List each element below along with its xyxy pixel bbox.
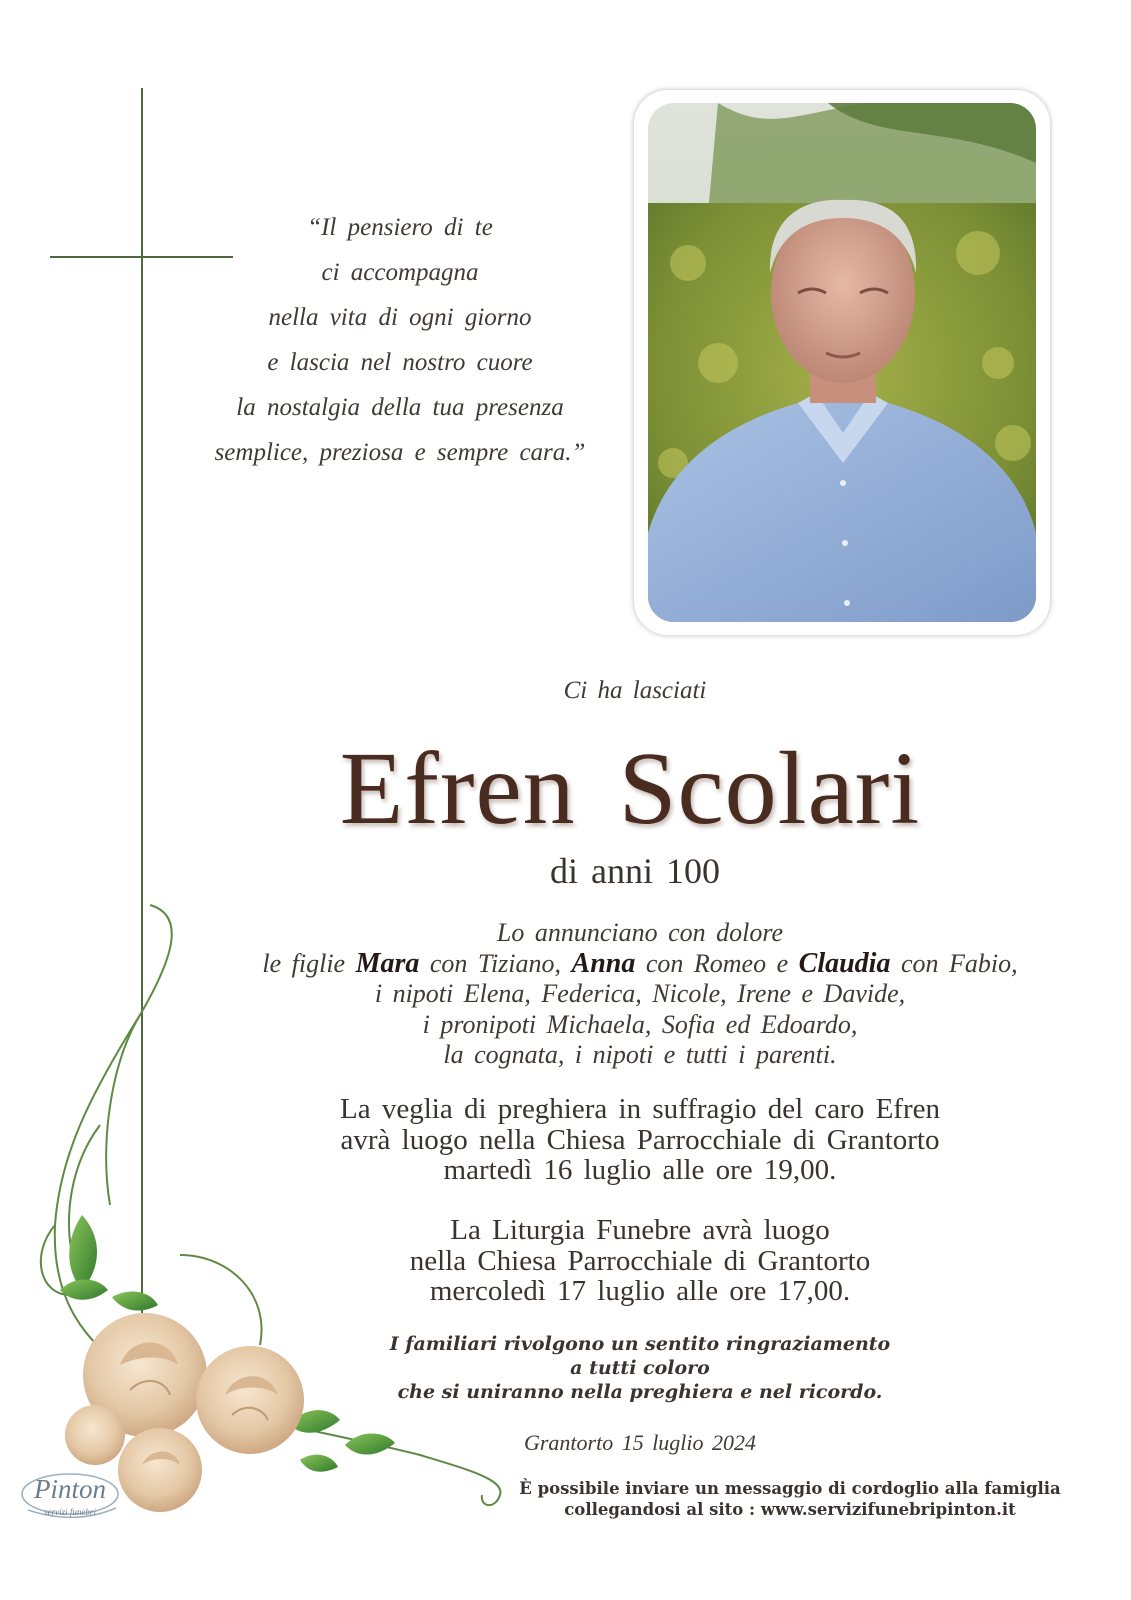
thanks-line: che si uniranno nella preghiera e nel ricordo.	[397, 1381, 883, 1403]
memorial-quote	[180, 205, 620, 475]
funeral-line: La Liturgia Funebre avrà luogo	[450, 1214, 830, 1246]
vigil-line: avrà luogo nella Chiesa Parrocchiale di Grantorto	[340, 1123, 940, 1156]
quote-line: nella vita di ogni giorno	[268, 304, 532, 331]
intro-text: Ci ha lasciati	[563, 677, 707, 704]
announcement-line: i nipoti Elena, Federica, Nicole, Irene e Davide,	[374, 979, 906, 1008]
daughter-name: Anna	[571, 947, 636, 979]
announcement-line: i pronipoti Michaela, Sofia ed Edoardo,	[422, 1009, 858, 1039]
quote-line: e lascia nel nostro cuore	[267, 349, 533, 376]
notice-date: Grantorto 15 luglio 2024	[523, 1430, 757, 1455]
funeral-line: mercoledì 17 luglio alle ore 17,00.	[429, 1275, 851, 1307]
announcement-text: con Romeo e	[635, 948, 799, 978]
vigil-line: martedì 16 luglio alle ore 19,00.	[443, 1154, 837, 1186]
deceased-name: Efren Scolari	[339, 731, 921, 846]
announcement-line: Lo annunciano con dolore	[496, 918, 784, 947]
vigil-line: La veglia di preghiera in suffragio del caro Efren	[340, 1093, 940, 1125]
quote-line: ci accompagna	[321, 259, 479, 286]
funeral-line: nella Chiesa Parrocchiale di Grantorto	[409, 1244, 871, 1277]
thanks-line: a tutti coloro	[570, 1357, 710, 1379]
quote-line: semplice, preziosa e sempre cara.”	[214, 439, 586, 466]
quote-line: la nostalgia della tua presenza	[236, 394, 564, 421]
quote-line: “Il pensiero di te	[307, 214, 493, 241]
condolence-footer	[470, 1478, 1110, 1520]
daughter-name: Claudia	[798, 947, 891, 979]
deceased-age: di anni 100	[550, 851, 720, 891]
logo-tagline: servizi funebri	[44, 1507, 96, 1517]
announcement-line: la cognata, i nipoti e tutti i parenti.	[443, 1040, 837, 1069]
announcement-text: le figlie	[262, 948, 356, 978]
logo-text: Pinton	[34, 1474, 106, 1504]
portrait-photo	[648, 103, 1036, 622]
announcement-text: con Fabio,	[890, 948, 1018, 978]
footer-website-line[interactable]: collegandosi al sito : www.servizifunebripinton.it	[564, 1500, 1016, 1519]
daughter-name: Mara	[355, 947, 420, 979]
thanks-line: I familiari rivolgono un sentito ringraziamento	[389, 1333, 891, 1355]
footer-line: È possibile inviare un messaggio di cordoglio alla famiglia	[519, 1479, 1061, 1498]
roses-decoration	[0, 895, 520, 1555]
announcement-text: con Tiziano,	[419, 948, 572, 978]
